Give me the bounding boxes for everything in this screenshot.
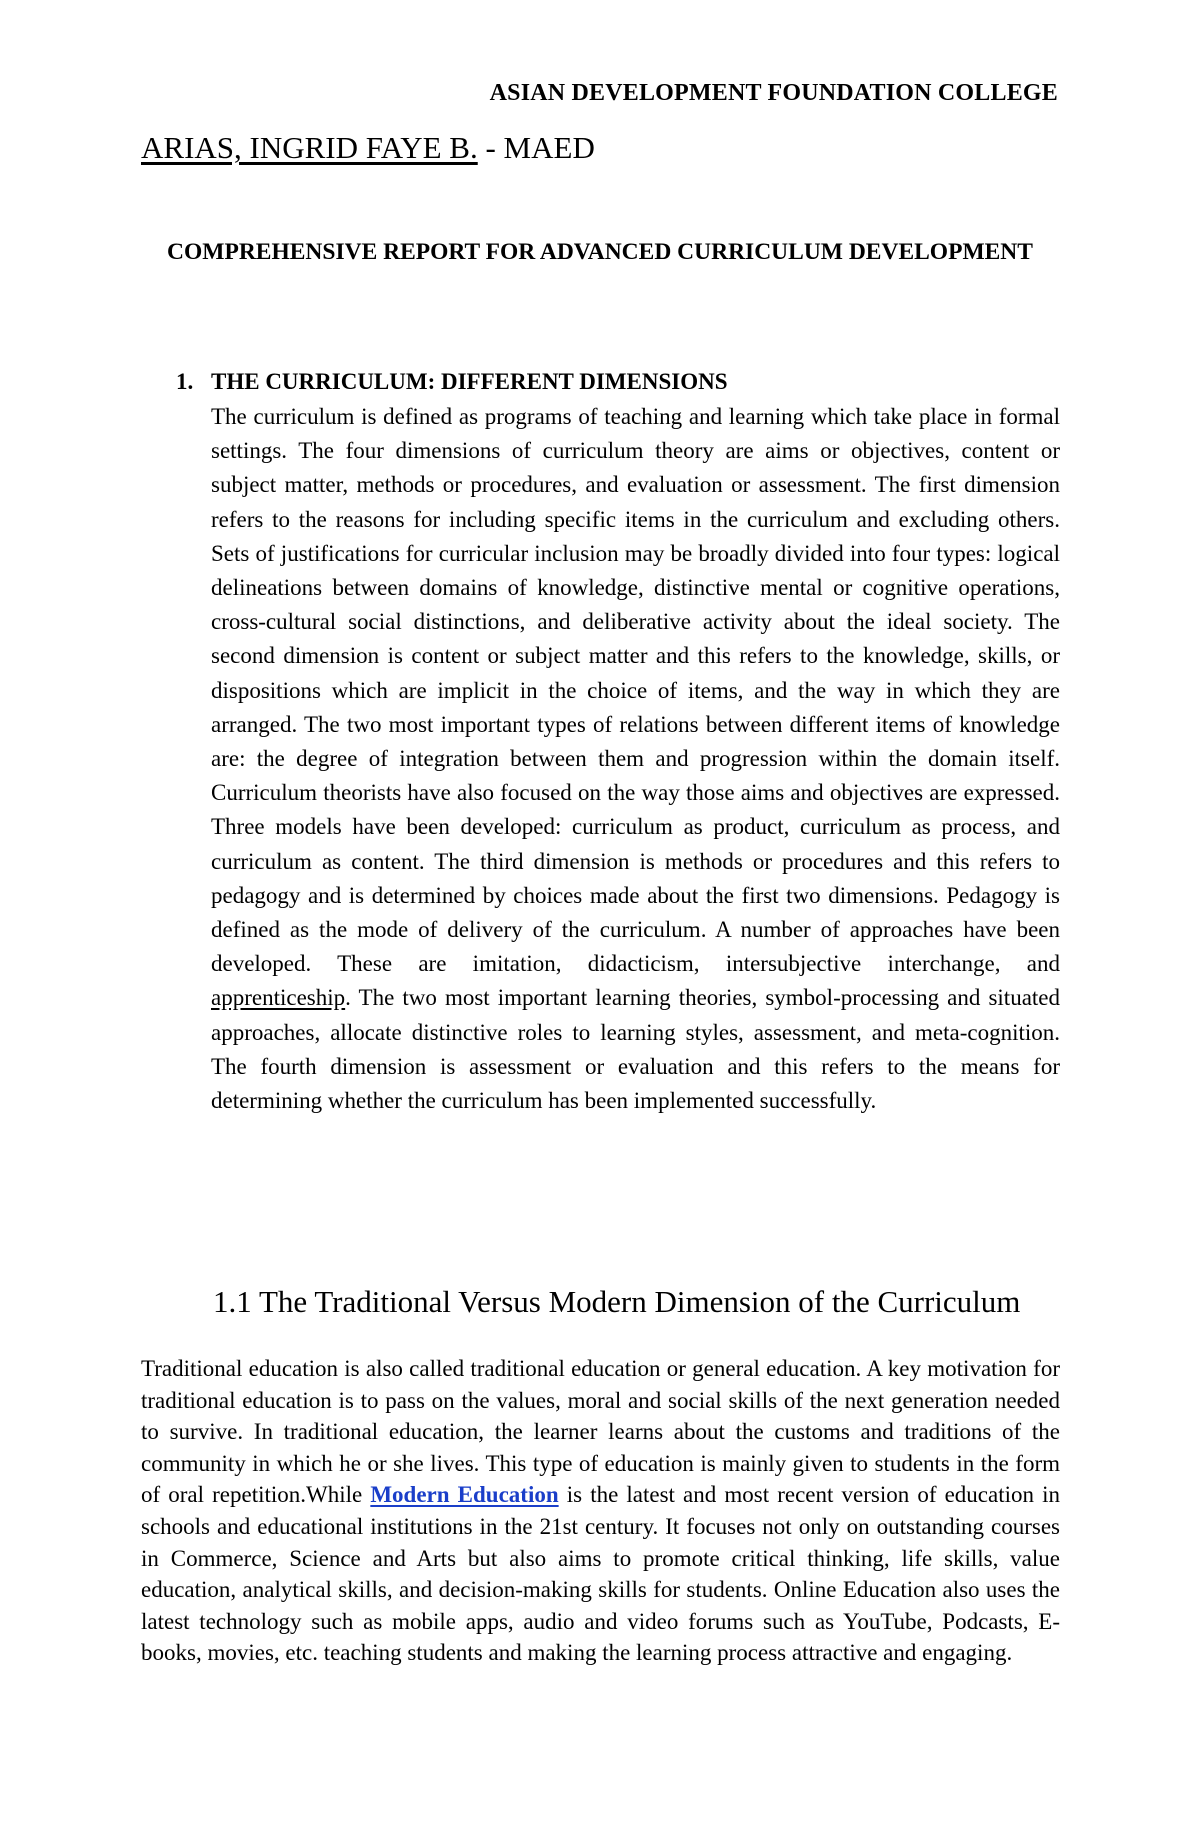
section-1-1-heading: 1.1 The Traditional Versus Modern Dimension of the Curriculum [213, 1284, 1021, 1319]
author-name: ARIAS, INGRID FAYE B. [141, 130, 478, 165]
modern-education-link[interactable]: Modern Education [370, 1482, 559, 1508]
report-title: COMPREHENSIVE REPORT FOR ADVANCED CURRICULUM DEVELOPMENT [167, 239, 1033, 265]
section-1-paragraph [211, 400, 1060, 1118]
section-1-heading [176, 369, 728, 395]
author-line [141, 130, 595, 166]
section-1-1-paragraph [141, 1353, 1060, 1669]
college-name: ASIAN DEVELOPMENT FOUNDATION COLLEGE [489, 80, 1058, 106]
apprenticeship-word: apprenticeship [211, 985, 346, 1011]
section-1-1-text-a: Traditional education is also called traditional education or general education. A key motivation for traditional education is to pass on the values, moral and social skills of the next generation needed to survive. In traditional education, the learner learns about the customs and traditions of the community in which he or she lives. This type of education is mainly given to students in the form of oral repetition.While [141, 1356, 1060, 1508]
section-1-title: THE CURRICULUM: DIFFERENT DIMENSIONS [211, 369, 728, 394]
section-1-1-text-b: is the latest and most recent version of education in schools and educational institutions in the 21st century. It focuses not only on outstanding courses in Commerce, Science and Arts but also aims to promote critical thinking, life skills, value education, analytical skills, and decision-making skills for students. Online Education also uses the latest technology such as mobile apps, audio and video forums such as YouTube, Podcasts, E-books, movies, etc. teaching students and making the learning process attractive and engaging. [141, 1482, 1060, 1666]
section-1-number: 1. [176, 369, 194, 394]
section-1-text-b: . The two most important learning theories, symbol-processing and situated approaches, allocate distinctive roles to learning styles, assessment, and meta-cognition. The fourth dimension is assessment or evaluation and this refers to the means for determining whether the curriculum has been implemented successfully. [211, 985, 1060, 1114]
author-suffix: - MAED [477, 130, 595, 165]
section-1-text-a: The curriculum is defined as programs of teaching and learning which take place in formal settings. The four dimensions of curriculum theory are aims or objectives, content or subject matter, methods or procedures, and evaluation or assessment. The first dimension refers to the reasons for including specific items in the curriculum and excluding others. Sets of justifications for curricular inclusion may be broadly divided into four types: logical delineations between domains of knowledge, distinctive mental or cognitive operations, cross-cultural social distinctions, and deliberative activity about the ideal society. The second dimension is content or subject matter and this refers to the knowledge, skills, or dispositions which are implicit in the choice of items, and the way in which they are arranged. The two most important types of relations between different items of knowledge are: the degree of integration between them and progression within the domain itself. Curriculum theorists have also focused on the way those aims and objectives are expressed. Three models have been developed: curriculum as product, curriculum as process, and curriculum as content. The third dimension is methods or procedures and this refers to pedagogy and is determined by choices made about the first two dimensions. Pedagogy is defined as the mode of delivery of the curriculum. A number of approaches have been developed. These are imitation, didacticism, intersubjective interchange, and [211, 404, 1060, 977]
